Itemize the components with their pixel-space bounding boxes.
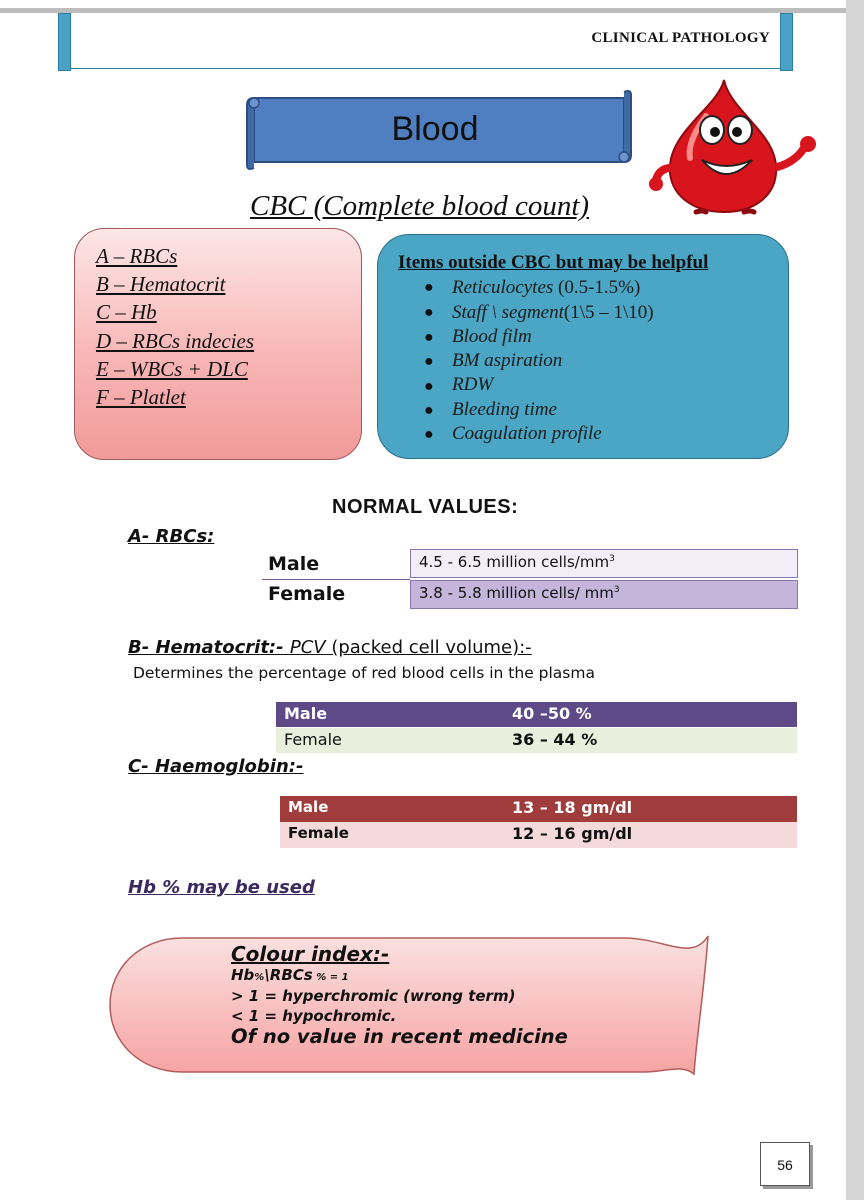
colour-index-hypo: < 1 = hypochromic. [231,1007,397,1025]
superscript: 3 [613,585,620,595]
cbc-item: E – WBCs + DLC [96,357,248,381]
colour-index-note: Of no value in recent medicine [231,1025,568,1048]
outside-item: BM aspiration [452,350,563,371]
outside-item [452,302,654,324]
top-rule [0,8,864,13]
outside-item-text: Staff \ segment [452,302,564,323]
haemoglobin-heading: C- Haemoglobin:- [128,756,304,777]
hematocrit-heading-text: B- Hematocrit:- [128,637,290,658]
outside-item [452,277,640,299]
table-row [280,822,797,848]
bullet-icon: ● [424,378,434,395]
bullet-icon: ● [424,279,434,296]
colour-index-formula [231,966,349,984]
outside-item-note: (0.5-1.5%) [553,277,641,298]
hematocrit-female-label: Female [284,730,342,749]
outside-item: Blood film [452,326,532,347]
table-divider [262,579,410,580]
superscript: 3 [609,554,615,564]
bullet-icon: ● [424,426,434,443]
colour-index-hyper: > 1 = hyperchromic (wrong term) [231,987,516,1005]
rbcs-heading: A- RBCs: [128,526,215,547]
pcv-text: PCV [289,637,326,658]
header-left-tab [58,13,71,71]
rbcs-female-label: Female [268,583,346,605]
header-title: CLINICAL PATHOLOGY [591,30,770,46]
bullet-icon: ● [424,329,434,346]
blood-drop-mascot-icon [648,76,824,216]
normal-values-title: NORMAL VALUES: [332,496,519,518]
rbcs-male-label: Male [268,553,320,575]
haemoglobin-male-label: Male [288,798,329,816]
outside-item: RDW [452,374,494,395]
formula-percent: % [312,972,327,983]
rbcs-male-value [410,549,798,578]
outside-item-text: Reticulocytes [452,277,554,298]
pcv-description: (packed cell volume):- [325,637,532,658]
table-row [280,796,797,822]
haemoglobin-male-value: 13 – 18 gm/dl [512,798,633,817]
rbcs-female-value-text: 3.8 - 5.8 million cells/ mm [419,584,614,602]
outside-item: Coagulation profile [452,423,602,444]
bullet-icon: ● [424,304,434,321]
rbcs-male-value-text: 4.5 - 6.5 million cells/mm [419,553,610,571]
formula-equals: = 1 [326,972,349,983]
formula-percent: % [254,972,265,983]
page-edge [846,0,864,1200]
table-row [276,702,797,727]
formula-hb: Hb [231,966,255,984]
table-row [276,728,797,753]
header-right-tab [780,13,793,71]
hematocrit-heading [128,637,532,658]
colour-index-title: Colour index:- [231,942,390,966]
hematocrit-male-value: 40 –50 % [512,704,592,723]
hematocrit-female-value: 36 – 44 % [512,730,598,749]
cbc-item: A – RBCs [96,244,178,268]
outside-item: Bleeding time [452,399,557,420]
formula-rbcs: \RBCs [264,966,313,984]
banner-title: Blood [391,110,479,148]
cbc-item: F – Platlet [96,385,186,409]
cbc-item: B – Hematocrit [96,272,226,296]
hematocrit-male-label: Male [284,704,328,723]
rbcs-female-value [410,580,798,609]
colour-index-shape [104,932,714,1078]
outside-cbc-title: Items outside CBC but may be helpful [398,252,709,273]
outside-item-note: (1\5 – 1\10) [563,302,654,323]
cbc-item: C – Hb [96,300,157,324]
bullet-icon: ● [424,402,434,419]
hb-percent-note: Hb % may be used [128,877,315,898]
cbc-item: D – RBCs indecies [96,329,255,353]
cbc-title: CBC (Complete blood count) [250,190,590,222]
haemoglobin-female-label: Female [288,824,349,842]
page-number: 56 [777,1157,793,1173]
hematocrit-description: Determines the percentage of red blood cells in the plasma [133,664,595,682]
bullet-icon: ● [424,353,434,370]
haemoglobin-female-value: 12 – 16 gm/dl [512,824,633,843]
